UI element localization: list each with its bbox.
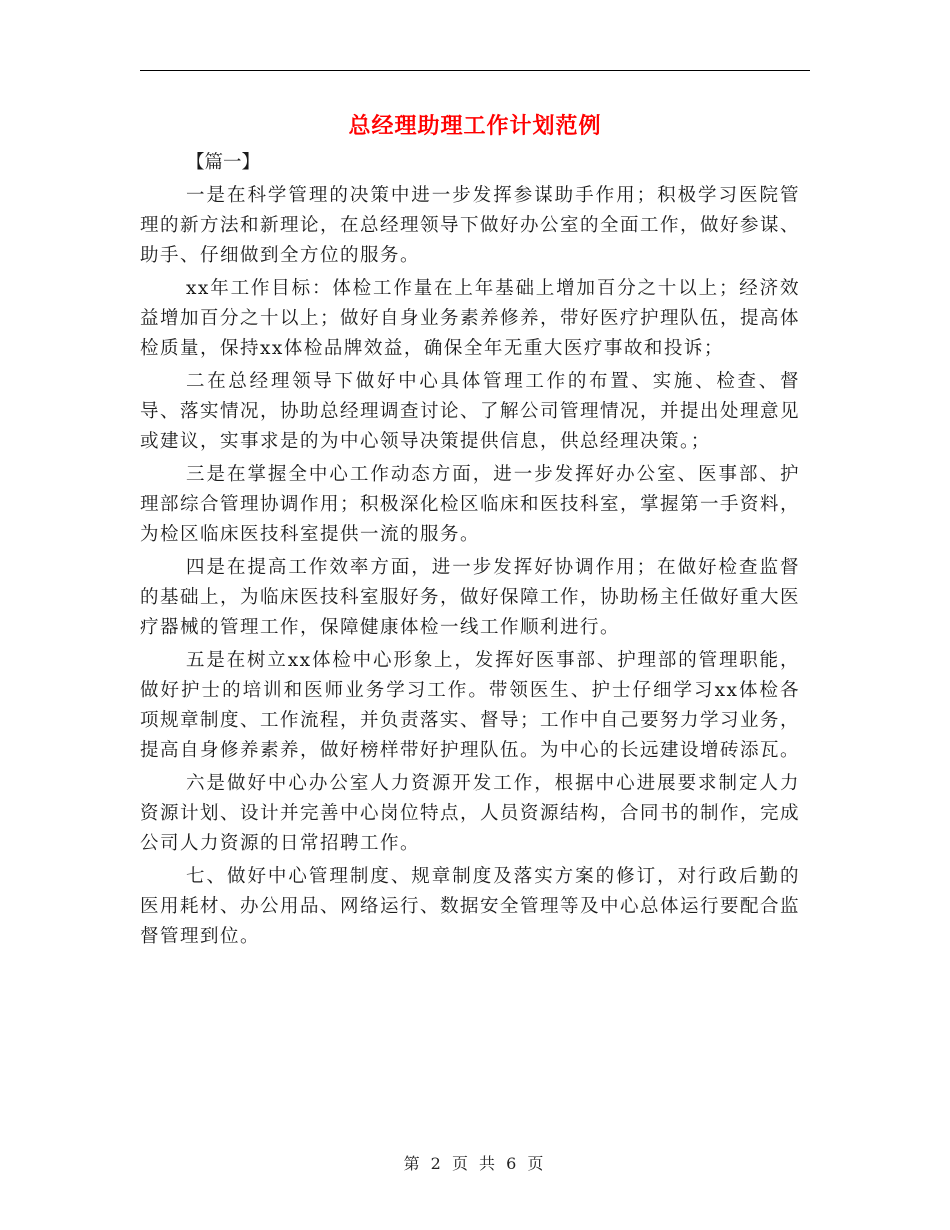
paragraph-6: 五是在树立xx体检中心形象上，发挥好医事部、护理部的管理职能，做好护士的培训和医师业务学习工作。带领医生、护士仔细学习xx体检各项规章制度、工作流程，并负责落实、督导；工作中自己要努力学习业务，提高自身修养素养，做好榜样带好护理队伍。为中心的长远建设增砖添瓦。: [140, 650, 801, 761]
paragraph-4: 三是在掌握全中心工作动态方面，进一步发挥好办公室、医事部、护理部综合管理协调作用；积极深化检区临床和医技科室，掌握第一手资料，为检区临床医技科室提供一流的服务。: [140, 464, 801, 545]
page-number: 第 2 页 共 6 页: [403, 1154, 547, 1173]
paragraph-2: xx年工作目标：体检工作量在上年基础上增加百分之十以上；经济效益增加百分之十以上；做好自身业务素养修养，带好医疗护理队伍，提高体检质量，保持xx体检品牌效益，确保全年无重大医疗事故和投诉；: [140, 278, 801, 359]
paragraph-5: 四是在提高工作效率方面，进一步发挥好协调作用；在做好检查监督的基础上，为临床医技科室服好务，做好保障工作，协助杨主任做好重大医疗器械的管理工作，保障健康体检一线工作顺利进行。: [140, 557, 801, 638]
paragraph-7: 六是做好中心办公室人力资源开发工作，根据中心进展要求制定人力资源计划、设计并完善中心岗位特点，人员资源结构，合同书的制作，完成公司人力资源的日常招聘工作。: [140, 773, 801, 854]
section-label: 【篇一】: [186, 152, 261, 173]
document-body: [140, 148, 800, 955]
paragraph-3: 二在总经理领导下做好中心具体管理工作的布置、实施、检查、督导、落实情况，协助总经理调查讨论、了解公司管理情况，并提出处理意见或建议，实事求是的为中心领导决策提供信息，供总经理决策。；: [140, 371, 801, 452]
paragraph-8: 七、做好中心管理制度、规章制度及落实方案的修订，对行政后勤的医用耗材、办公用品、网络运行、数据安全管理等及中心总体运行要配合监督管理到位。: [140, 866, 801, 947]
header-rule: [140, 70, 810, 71]
document-title: 总经理助理工作计划范例: [348, 114, 602, 139]
paragraph-1: 一是在科学管理的决策中进一步发挥参谋助手作用；积极学习医院管理的新方法和新理论，在总经理领导下做好办公室的全面工作，做好参谋、助手、仔细做到全方位的服务。: [140, 185, 801, 266]
